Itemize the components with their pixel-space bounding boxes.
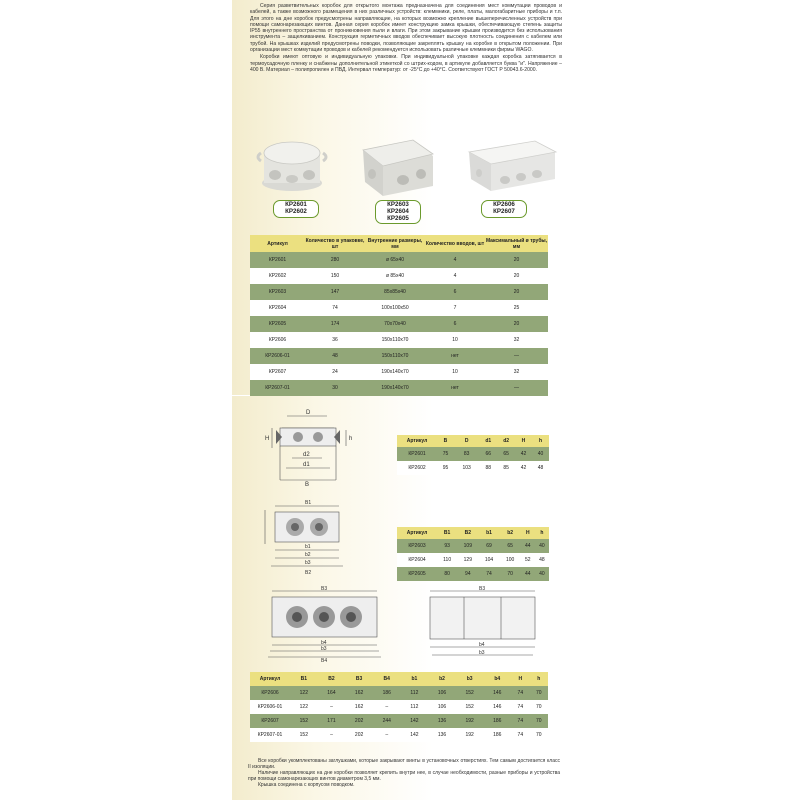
table-header: H bbox=[521, 527, 535, 539]
dim-label: b4 bbox=[321, 640, 327, 646]
table-row bbox=[397, 461, 549, 475]
rectangular-box-image bbox=[465, 133, 560, 198]
table-cell: 174 bbox=[305, 316, 365, 332]
table-row bbox=[397, 539, 549, 553]
table-cell: 112 bbox=[401, 700, 429, 714]
rect-box-side-drawing bbox=[420, 585, 545, 663]
table-cell: 85 bbox=[497, 461, 515, 475]
dim-label: D bbox=[306, 410, 311, 416]
table-cell: 122 bbox=[290, 700, 318, 714]
table-cell: КР2607-01 bbox=[250, 728, 290, 742]
table-cell: 122 bbox=[290, 686, 318, 700]
table-cell: – bbox=[373, 700, 401, 714]
table-cell: 244 bbox=[373, 714, 401, 728]
dim-label: b3 bbox=[321, 646, 327, 652]
table-row bbox=[250, 300, 548, 316]
table-header: Артикул bbox=[250, 672, 290, 686]
table-cell: 74 bbox=[478, 567, 499, 581]
table-cell: 65 bbox=[500, 539, 521, 553]
table-cell: 103 bbox=[454, 461, 479, 475]
dim-label: b1 bbox=[305, 544, 311, 550]
table-cell: нет bbox=[425, 380, 485, 396]
footer-text bbox=[248, 758, 560, 788]
table-cell: 65 bbox=[497, 447, 515, 461]
table-header: H bbox=[515, 435, 532, 447]
table-cell: 40 bbox=[535, 567, 549, 581]
table-cell: КР2606 bbox=[250, 332, 305, 348]
table-cell: 152 bbox=[290, 728, 318, 742]
table-row bbox=[250, 348, 548, 364]
table-cell: 152 bbox=[456, 686, 484, 700]
table-cell: 25 bbox=[485, 300, 548, 316]
table-cell: 129 bbox=[457, 553, 478, 567]
dim-label: b3 bbox=[479, 650, 485, 656]
table-header: d1 bbox=[479, 435, 497, 447]
table-header: Количество в упаковке, шт bbox=[305, 235, 365, 252]
table-cell: 150х110х70 bbox=[365, 348, 425, 364]
table-cell: 66 bbox=[479, 447, 497, 461]
table-cell: КР2607 bbox=[250, 364, 305, 380]
table-header: D bbox=[454, 435, 479, 447]
table-cell: 24 bbox=[305, 364, 365, 380]
table-cell: 95 bbox=[437, 461, 454, 475]
table-header: B4 bbox=[373, 672, 401, 686]
table-cell: КР2606-01 bbox=[250, 348, 305, 364]
table-header: b3 bbox=[456, 672, 484, 686]
square-box-drawing bbox=[255, 498, 355, 578]
model-code: КР2604 bbox=[387, 207, 409, 215]
table-header: B3 bbox=[345, 672, 373, 686]
table-cell: 70 bbox=[530, 686, 548, 700]
table-cell: КР2603 bbox=[250, 284, 305, 300]
table-cell: 142 bbox=[401, 728, 429, 742]
model-code: КР2602 bbox=[285, 207, 307, 215]
dim-label: B bbox=[305, 482, 310, 488]
dim-label: B1 bbox=[305, 500, 312, 506]
table-cell: ø 65х40 bbox=[365, 252, 425, 268]
table-header: d2 bbox=[497, 435, 515, 447]
table-cell: 110 bbox=[437, 553, 457, 567]
table-cell: КР2607-01 bbox=[250, 380, 305, 396]
table-row bbox=[250, 316, 548, 332]
table-cell: 44 bbox=[521, 539, 535, 553]
rect-box-front-drawing bbox=[262, 585, 387, 663]
product-label-kr2603 bbox=[375, 200, 421, 224]
dim-label: B3 bbox=[479, 586, 486, 592]
table-cell: 7 bbox=[425, 300, 485, 316]
table-header: Артикул bbox=[250, 235, 305, 252]
table-cell: 80 bbox=[437, 567, 457, 581]
table-cell: 42 bbox=[515, 447, 532, 461]
table-cell: 150 bbox=[305, 268, 365, 284]
dim-label: b2 bbox=[305, 552, 311, 558]
table-cell: 48 bbox=[535, 553, 549, 567]
table-cell: 186 bbox=[483, 728, 511, 742]
table-header: B2 bbox=[457, 527, 478, 539]
table-cell: 280 bbox=[305, 252, 365, 268]
table-row bbox=[250, 700, 548, 714]
table-cell: 136 bbox=[428, 714, 456, 728]
table-cell: 202 bbox=[345, 728, 373, 742]
table-cell: 70 bbox=[500, 567, 521, 581]
product-label-kr2606 bbox=[481, 200, 527, 218]
table-cell: 142 bbox=[401, 714, 429, 728]
table-cell: 75 bbox=[437, 447, 454, 461]
intro-paragraph: Серия разветвительных коробок для открытого монтажа предназначена для соединения мест коммутации проводов и кабелей, а также возможного размещения в них различных устройств: клеммники, реле, платы, малогабаритные приборы и т.п. Для этого на дне коробок предусмотрены направляющие, на которых возможно крепление вышеперечисленных устройств при помощи самонарезающих винтов. Данная серия коробок имеет конструкцию замка крышки, обеспечивающую степень защиты IP55 внутреннего пространства от проникновения пыли и влаги. При этом закрывание крышки производится без использования инструмента – защелкиванием. Конструкция герметичных вводов обеспечивает высокую плотность соединения с кабелем или трубой. На крышках изделий предусмотрены поводки, позволяющие закреплять крышку на коробке в открытом положении. При организации мест коммутации проводов и кабелей рекомендуется использовать различные клеммники фирмы WAGO. bbox=[250, 3, 562, 54]
table-row bbox=[250, 714, 548, 728]
table-cell: 48 bbox=[305, 348, 365, 364]
product-label-kr2601 bbox=[273, 200, 319, 218]
table-cell: 42 bbox=[515, 461, 532, 475]
spec-table-round-dimensions bbox=[397, 435, 549, 475]
table-cell: — bbox=[485, 380, 548, 396]
spec-table-square-dimensions bbox=[397, 527, 549, 581]
table-cell: 150х110х70 bbox=[365, 332, 425, 348]
table-body bbox=[397, 447, 549, 475]
table-cell: 152 bbox=[290, 714, 318, 728]
table-cell: 83 bbox=[454, 447, 479, 461]
table-cell: КР2605 bbox=[250, 316, 305, 332]
dim-label: B3 bbox=[321, 586, 328, 592]
table-cell: КР2603 bbox=[397, 539, 437, 553]
table-cell: 93 bbox=[437, 539, 457, 553]
table-cell: 202 bbox=[345, 714, 373, 728]
table-cell: КР2602 bbox=[397, 461, 437, 475]
table-cell: 147 bbox=[305, 284, 365, 300]
model-code: КР2605 bbox=[387, 214, 409, 222]
table-header: b1 bbox=[478, 527, 499, 539]
table-cell: 4 bbox=[425, 268, 485, 284]
footer-paragraph: Крышка соединена с корпусом поводком. bbox=[258, 782, 355, 789]
table-cell: 186 bbox=[373, 686, 401, 700]
table-cell: 146 bbox=[483, 686, 511, 700]
table-cell: 192 bbox=[456, 728, 484, 742]
table-cell: 48 bbox=[532, 461, 549, 475]
table-header: b2 bbox=[500, 527, 521, 539]
table-cell: КР2601 bbox=[250, 252, 305, 268]
table-row bbox=[250, 268, 548, 284]
table-cell: 164 bbox=[318, 686, 346, 700]
table-cell: 162 bbox=[345, 700, 373, 714]
model-code: КР2601 bbox=[285, 201, 307, 208]
table-cell: 10 bbox=[425, 364, 485, 380]
dim-label: b3 bbox=[305, 560, 311, 566]
table-cell: 20 bbox=[485, 284, 548, 300]
table-cell: 52 bbox=[521, 553, 535, 567]
table-row bbox=[250, 332, 548, 348]
spec-table-rect-dimensions bbox=[250, 672, 548, 742]
table-cell: 40 bbox=[535, 539, 549, 553]
table-header: b1 bbox=[401, 672, 429, 686]
dim-label: h bbox=[349, 436, 353, 442]
table-cell: 106 bbox=[428, 700, 456, 714]
table-cell: 40 bbox=[532, 447, 549, 461]
table-cell: – bbox=[318, 728, 346, 742]
table-cell: 32 bbox=[485, 332, 548, 348]
table-cell: КР2605 bbox=[397, 567, 437, 581]
table-cell: 171 bbox=[318, 714, 346, 728]
table-cell: 44 bbox=[521, 567, 535, 581]
table-cell: КР2607 bbox=[250, 714, 290, 728]
table-row bbox=[250, 380, 548, 396]
table-cell: 36 bbox=[305, 332, 365, 348]
table-cell: 152 bbox=[456, 700, 484, 714]
footer-paragraph: Наличие направляющих на дне коробки позволяет крепить внутри нее, в случае необходимости, разные приборы и устройства при помощи самонарезающих винтов диаметром 3,5 мм. bbox=[248, 770, 560, 783]
table-body bbox=[397, 539, 549, 581]
table-cell: КР2606 bbox=[250, 686, 290, 700]
table-cell: 70х70х40 bbox=[365, 316, 425, 332]
table-row bbox=[250, 252, 548, 268]
table-cell: — bbox=[485, 348, 548, 364]
dim-label: H bbox=[265, 436, 270, 442]
table-row bbox=[397, 567, 549, 581]
table-row bbox=[397, 447, 549, 461]
table-cell: 94 bbox=[457, 567, 478, 581]
table-cell: 74 bbox=[511, 700, 529, 714]
table-header: b4 bbox=[483, 672, 511, 686]
table-cell: 136 bbox=[428, 728, 456, 742]
table-cell: 70 bbox=[530, 714, 548, 728]
table-cell: КР2601 bbox=[397, 447, 437, 461]
model-code: КР2607 bbox=[493, 207, 515, 215]
table-header: b2 bbox=[428, 672, 456, 686]
table-cell: 10 bbox=[425, 332, 485, 348]
table-cell: 6 bbox=[425, 316, 485, 332]
table-cell: КР2604 bbox=[397, 553, 437, 567]
table-cell: – bbox=[373, 728, 401, 742]
table-row bbox=[250, 686, 548, 700]
dim-label: d2 bbox=[303, 452, 310, 458]
table-cell: 70 bbox=[530, 728, 548, 742]
table-cell: 70 bbox=[530, 700, 548, 714]
table-cell: 100 bbox=[500, 553, 521, 567]
table-header: Артикул bbox=[397, 527, 437, 539]
table-cell: 74 bbox=[511, 728, 529, 742]
table-header: h bbox=[535, 527, 549, 539]
table-cell: 88 bbox=[479, 461, 497, 475]
table-header: B bbox=[437, 435, 454, 447]
table-row bbox=[250, 728, 548, 742]
table-cell: 30 bbox=[305, 380, 365, 396]
table-cell: 74 bbox=[511, 714, 529, 728]
dim-label: B4 bbox=[321, 658, 328, 663]
table-header: B1 bbox=[290, 672, 318, 686]
spec-table-packaging bbox=[250, 235, 548, 396]
table-cell: 146 bbox=[483, 700, 511, 714]
table-cell: КР2604 bbox=[250, 300, 305, 316]
table-cell: 6 bbox=[425, 284, 485, 300]
dim-label: B2 bbox=[305, 570, 312, 576]
dim-label: d1 bbox=[303, 462, 310, 468]
table-cell: 85х85х40 bbox=[365, 284, 425, 300]
table-cell: 32 bbox=[485, 364, 548, 380]
table-cell: КР2602 bbox=[250, 268, 305, 284]
table-cell: 69 bbox=[478, 539, 499, 553]
dim-label: b4 bbox=[479, 642, 485, 648]
table-cell: – bbox=[318, 700, 346, 714]
table-header: h bbox=[530, 672, 548, 686]
table-cell: 4 bbox=[425, 252, 485, 268]
table-cell: 109 bbox=[457, 539, 478, 553]
table-cell: 74 bbox=[511, 686, 529, 700]
table-header: Внутренние размеры, мм bbox=[365, 235, 425, 252]
table-cell: 74 bbox=[305, 300, 365, 316]
table-row bbox=[397, 553, 549, 567]
table-header: B2 bbox=[318, 672, 346, 686]
table-cell: 192 bbox=[456, 714, 484, 728]
round-box-drawing bbox=[262, 408, 362, 488]
table-cell: 190х140х70 bbox=[365, 364, 425, 380]
table-row bbox=[250, 364, 548, 380]
table-header: Артикул bbox=[397, 435, 437, 447]
table-header: h bbox=[532, 435, 549, 447]
table-cell: ø 85х40 bbox=[365, 268, 425, 284]
table-header: Количество вводов, шт bbox=[425, 235, 485, 252]
table-row bbox=[250, 284, 548, 300]
table-cell: КР2606-01 bbox=[250, 700, 290, 714]
table-cell: 20 bbox=[485, 252, 548, 268]
model-code: КР2603 bbox=[387, 201, 409, 208]
table-cell: 20 bbox=[485, 316, 548, 332]
table-cell: нет bbox=[425, 348, 485, 364]
table-cell: 20 bbox=[485, 268, 548, 284]
table-cell: 104 bbox=[478, 553, 499, 567]
table-header: H bbox=[511, 672, 529, 686]
round-box-image bbox=[255, 133, 330, 198]
table-cell: 162 bbox=[345, 686, 373, 700]
model-code: КР2606 bbox=[493, 201, 515, 208]
table-body bbox=[250, 252, 548, 396]
table-cell: 106 bbox=[428, 686, 456, 700]
table-cell: 186 bbox=[483, 714, 511, 728]
table-cell: 100х100х50 bbox=[365, 300, 425, 316]
intro-text bbox=[250, 3, 562, 73]
table-header: Максимальный ø трубы, мм bbox=[485, 235, 548, 252]
table-cell: 112 bbox=[401, 686, 429, 700]
table-body bbox=[250, 686, 548, 742]
table-header: B1 bbox=[437, 527, 457, 539]
square-box-image bbox=[355, 128, 440, 203]
intro-paragraph: Коробки имеют оптовую и индивидуальную упаковки. При индивидуальной упаковке каждая коробка затягивается в термоусадочную пленку и снабжены дополнительной этикеткой со штрих-кодом, в артикуле добавляется буква "и". Напряжение – 400 В. Материал – полипропилен и ПВД. Интервал температур: от -25°С до +40°С. Соответствуют ГОСТ Р 50043.6-2000. bbox=[250, 54, 562, 73]
footer-paragraph: Все коробки укомплектованы заглушками, которые закрывают винты в установочных отверстиях. Тем самым достигается класс II изоляции. bbox=[248, 758, 560, 771]
table-cell: 190х140х70 bbox=[365, 380, 425, 396]
